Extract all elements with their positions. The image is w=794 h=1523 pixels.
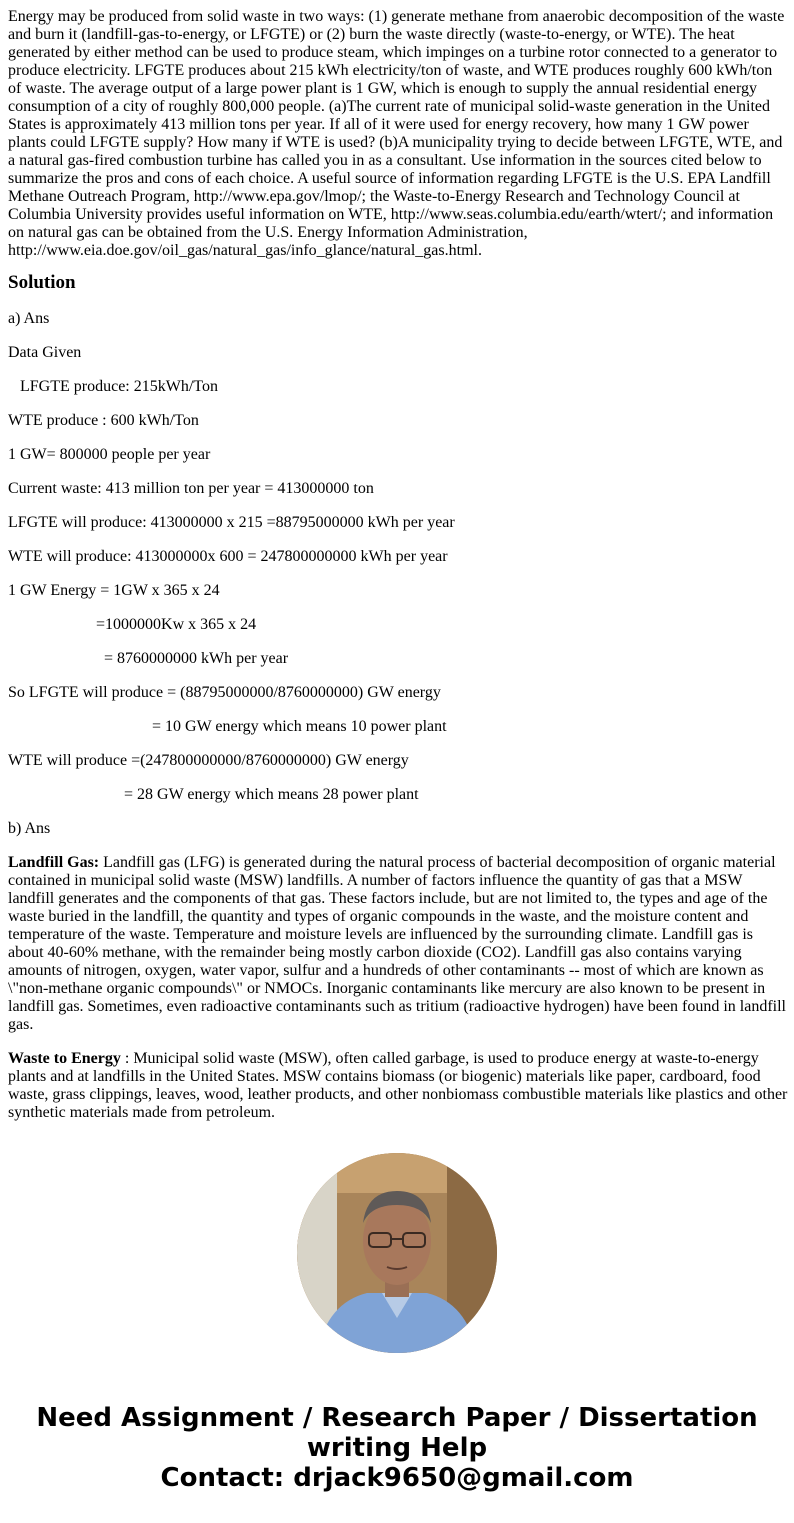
- solution-heading: Solution: [8, 272, 76, 293]
- solution-line: = 8760000000 kWh per year: [8, 650, 289, 667]
- landfill-gas-paragraph: [8, 854, 788, 1034]
- question-text: Energy may be produced from solid waste in two ways: (1) generate methane from anaerobic decomposition of the waste and burn it (landfill-gas-to-energy, or LFGTE) or (2) burn the waste directly (waste-to-energy, or WTE). The heat generated by either method can be used to produce steam, which impinges on a turbine rotor connected to a generator to produce electricity. LFGTE produces about 215 kWh electricity/ton of waste, and WTE produces roughly 600 kWh/ton of waste. The average output of a large power plant is 1 GW, which is enough to supply the annual residential energy consumption of a city of roughly 800,000 people. (a)The current rate of municipal solid-waste generation in the United States is approximately 413 million tons per year. If all of it were used for energy recovery, how many 1 GW power plants could LFGTE supply? How many if WTE is used? (b)A municipality trying to decide between LFGTE, WTE, and a natural gas-fired combustion turbine has called you in as a consultant. Use information in the sources cited below to summarize the pros and cons of each choice. A useful source of information regarding LFGTE is the U.S. EPA Landfill Methane Outreach Program, http://www.epa.gov/lmop/; the Waste-to-Energy Research and Technology Council at Columbia University provides useful information on WTE, http://www.seas.columbia.edu/earth/wtert/; and information on natural gas can be obtained from the U.S. Energy Information Administration, http://www.eia.doe.gov/oil_gas/natural_gas/info_glance/natural_gas.html.: [8, 8, 785, 259]
- solution-line: a) Ans: [8, 310, 50, 327]
- solution-line: Current waste: 413 million ton per year = 413000000 ton: [8, 480, 374, 497]
- waste-to-energy-paragraph: [8, 1050, 788, 1122]
- solution-line: =1000000Kw x 365 x 24: [8, 616, 257, 633]
- solution-line: b) Ans: [8, 820, 51, 837]
- solution-line: WTE produce : 600 kWh/Ton: [8, 412, 199, 429]
- solution-line: 1 GW= 800000 people per year: [8, 446, 211, 463]
- landfill-gas-label: Landfill Gas:: [8, 854, 100, 871]
- landfill-gas-text: Landfill gas (LFG) is generated during the natural process of bacterial decomposition of organic material contained in municipal solid waste (MSW) landfills. A number of factors influence the quantity of gas that a MSW landfill generates and the components of that gas. These factors include, but are not limited to, the types and age of the waste buried in the landfill, the quantity and types of organic compounds in the waste, and the moisture content and temperature of the waste. Temperature and moisture levels are influenced by the surrounding climate. Landfill gas is about 40-60% methane, with the remainder being mostly carbon dioxide (CO2). Landfill gas also contains varying amounts of nitrogen, oxygen, water vapor, sulfur and a hundreds of other contaminants -- most of which are known as \"non-methane organic compounds\" or NMOCs. Inorganic contaminants like mercury are also known to be present in landfill gas. Sometimes, even radioactive contaminants such as tritium (radioactive hydrogen) have been found in landfill gas.: [8, 854, 786, 1033]
- solution-line: LFGTE produce: 215kWh/Ton: [8, 378, 218, 395]
- footer-contact: Contact: drjack9650@gmail.com: [160, 1463, 634, 1493]
- promo-footer: [0, 1403, 794, 1493]
- footer-line-1: Need Assignment / Research Paper / Dissertation: [36, 1403, 758, 1433]
- footer-line-2: writing Help: [306, 1433, 488, 1463]
- solution-line: 1 GW Energy = 1GW x 365 x 24: [8, 582, 220, 599]
- waste-to-energy-text: : Municipal solid waste (MSW), often called garbage, is used to produce energy at waste-to-energy plants and at landfills in the United States. MSW contains biomass (or biogenic) materials like paper, cardboard, food waste, grass clippings, leaves, wood, leather products, and other nonbiomass combustible materials like plastics and other synthetic materials made from petroleum.: [8, 1050, 788, 1121]
- solution-line: Data Given: [8, 344, 82, 361]
- avatar-portrait: [297, 1153, 497, 1353]
- solution-line: = 10 GW energy which means 10 power plant: [8, 718, 447, 735]
- solution-line: LFGTE will produce: 413000000 x 215 =88795000000 kWh per year: [8, 514, 455, 531]
- solution-line: So LFGTE will produce = (88795000000/8760000000) GW energy: [8, 684, 441, 701]
- solution-line: WTE will produce: 413000000x 600 = 247800000000 kWh per year: [8, 548, 448, 565]
- avatar: [297, 1153, 497, 1353]
- document-body: [8, 8, 788, 1124]
- solution-line: = 28 GW energy which means 28 power plant: [8, 786, 419, 803]
- waste-to-energy-label: Waste to Energy: [8, 1050, 121, 1067]
- solution-line: WTE will produce =(247800000000/8760000000) GW energy: [8, 752, 409, 769]
